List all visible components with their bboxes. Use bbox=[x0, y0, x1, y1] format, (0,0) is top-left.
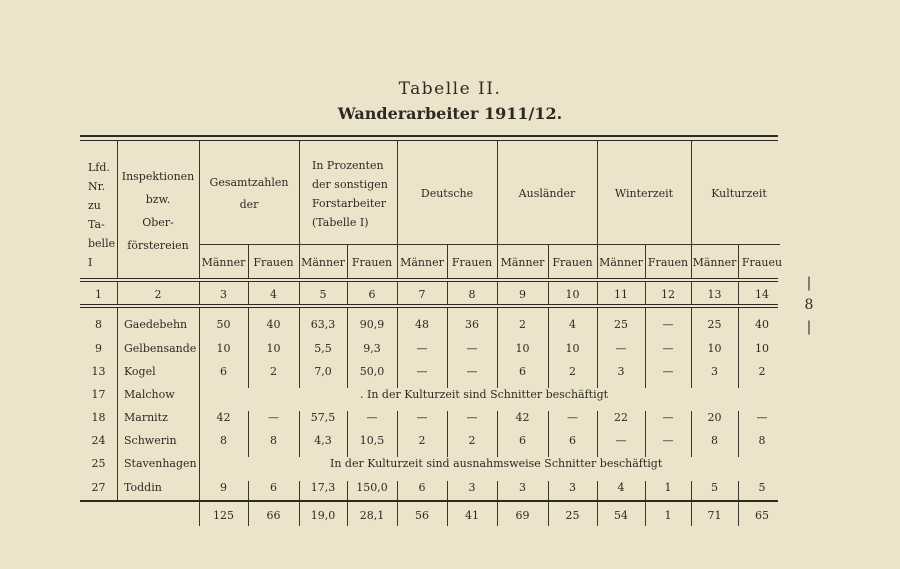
table-cell: 50 bbox=[216, 318, 231, 331]
column-rule bbox=[597, 481, 598, 500]
table-cell: 42 bbox=[216, 411, 231, 424]
table-cell: 57,5 bbox=[310, 411, 336, 424]
column-rule bbox=[299, 282, 300, 304]
table-cell: 3 bbox=[519, 481, 526, 494]
column-rule bbox=[199, 502, 200, 526]
row-name: Toddin bbox=[124, 481, 162, 494]
column-rule bbox=[447, 481, 448, 500]
column-rule bbox=[691, 308, 692, 388]
table-cell: 4 bbox=[569, 318, 576, 331]
column-rule bbox=[597, 411, 598, 457]
total-cell: 54 bbox=[614, 509, 628, 522]
subheader-divider bbox=[200, 244, 780, 245]
table-cell: 150,0 bbox=[356, 481, 388, 494]
table-cell: — bbox=[615, 434, 627, 447]
column-rule bbox=[548, 308, 549, 388]
table-cell: — bbox=[366, 411, 378, 424]
table-cell: 9 bbox=[220, 481, 227, 494]
column-rule bbox=[548, 411, 549, 457]
column-number: 13 bbox=[707, 288, 722, 301]
column-rule bbox=[691, 411, 692, 457]
header-winterzeit: Winterzeit bbox=[614, 187, 674, 200]
table-cell: 10,5 bbox=[359, 434, 385, 447]
column-rule bbox=[497, 308, 498, 388]
column-rule bbox=[548, 502, 549, 526]
column-rule bbox=[199, 141, 200, 278]
total-cell: 19,0 bbox=[310, 509, 336, 522]
column-rule bbox=[447, 411, 448, 457]
column-rule bbox=[548, 282, 549, 304]
column-rule bbox=[645, 502, 646, 526]
table-cell: 42 bbox=[515, 411, 530, 424]
column-rule bbox=[248, 244, 249, 278]
table-cell: 5 bbox=[758, 481, 766, 494]
table-cell: — bbox=[567, 411, 578, 424]
table-cell: 10 bbox=[707, 342, 722, 355]
table-cell: — bbox=[662, 365, 674, 378]
column-rule bbox=[597, 282, 598, 304]
column-rule bbox=[117, 141, 118, 278]
header-lfd-nr: Lfd. Nr. zu Ta- belle I bbox=[88, 161, 116, 269]
table-cell: 3 bbox=[711, 365, 718, 378]
total-cell: 28,1 bbox=[359, 509, 385, 522]
table-cell: 90,9 bbox=[359, 318, 385, 331]
subheader-maenner: Männer bbox=[301, 256, 345, 269]
row-name: Stavenhagen bbox=[124, 457, 197, 470]
table-cell: 2 bbox=[569, 365, 576, 378]
total-cell: 41 bbox=[465, 509, 479, 522]
table-cell: 63,3 bbox=[310, 318, 336, 331]
column-rule bbox=[299, 481, 300, 500]
table-cell: — bbox=[466, 342, 478, 355]
column-rule bbox=[248, 481, 249, 500]
column-rule bbox=[691, 282, 692, 304]
table-cell: 6 bbox=[270, 481, 277, 494]
table-cell: 6 bbox=[220, 365, 227, 378]
total-cell: 25 bbox=[565, 509, 580, 522]
table-subtitle: Wanderarbeiter 1911/12. bbox=[337, 104, 563, 123]
column-rule bbox=[497, 411, 498, 457]
column-rule bbox=[597, 308, 598, 388]
table-cell: 25 bbox=[614, 318, 628, 331]
table-cell: 2 bbox=[468, 434, 476, 447]
table-cell: 6 bbox=[418, 481, 426, 494]
top-rule-thin bbox=[80, 140, 778, 141]
column-rule bbox=[738, 502, 739, 526]
table-cell: — bbox=[756, 411, 768, 424]
column-rule bbox=[397, 411, 398, 457]
column-rule bbox=[497, 141, 498, 278]
row-name: Kogel bbox=[124, 365, 156, 378]
row-name: Gelbensande bbox=[124, 342, 197, 355]
row-number: 9 bbox=[95, 342, 102, 355]
column-rule bbox=[248, 411, 249, 457]
table-cell: — bbox=[416, 411, 428, 424]
table-cell: — bbox=[615, 342, 627, 355]
table-cell: — bbox=[662, 411, 674, 424]
colnum-rule-2 bbox=[80, 307, 778, 308]
table-cell: 3 bbox=[569, 481, 576, 494]
column-rule bbox=[447, 308, 448, 388]
table-cell: 8 bbox=[711, 434, 718, 447]
row-number: 13 bbox=[91, 365, 106, 378]
row-number: 8 bbox=[95, 318, 102, 331]
table-cell: — bbox=[662, 318, 674, 331]
total-cell: 66 bbox=[266, 509, 281, 522]
column-number: 10 bbox=[565, 288, 580, 301]
column-rule bbox=[347, 481, 348, 500]
subheader-frauen: Frauen bbox=[253, 256, 294, 269]
table-cell: 7,0 bbox=[314, 365, 332, 378]
column-rule bbox=[497, 481, 498, 500]
totals-rule bbox=[80, 500, 778, 502]
column-number: 14 bbox=[755, 288, 769, 301]
column-number: 2 bbox=[154, 288, 162, 301]
table-cell: — bbox=[268, 411, 279, 424]
column-rule bbox=[645, 411, 646, 457]
column-rule bbox=[738, 411, 739, 457]
table-cell: 36 bbox=[465, 318, 479, 331]
column-rule bbox=[199, 308, 200, 500]
column-rule bbox=[299, 502, 300, 526]
subheader-frauen: Frauen bbox=[647, 256, 689, 269]
table-cell: 6 bbox=[519, 365, 526, 378]
top-rule-thick bbox=[80, 135, 778, 137]
table-cell: 10 bbox=[755, 342, 769, 355]
column-rule bbox=[691, 141, 692, 278]
column-number: 6 bbox=[368, 288, 376, 301]
column-number: 8 bbox=[468, 288, 476, 301]
column-rule bbox=[397, 282, 398, 304]
column-number: 7 bbox=[418, 288, 426, 301]
row-number: 24 bbox=[91, 434, 106, 447]
row-name: Gaedebehn bbox=[124, 318, 188, 331]
column-rule bbox=[347, 308, 348, 388]
table-cell: 8 bbox=[220, 434, 227, 447]
header-prozenten: In Prozenten der sonstigen Forstarbeiter (Tabelle I) bbox=[312, 159, 388, 229]
colnum-rule-1 bbox=[80, 304, 778, 305]
column-rule bbox=[397, 308, 398, 388]
table-cell: 22 bbox=[614, 411, 628, 424]
table-cell: 1 bbox=[664, 481, 672, 494]
column-rule bbox=[691, 481, 692, 500]
column-rule bbox=[299, 141, 300, 278]
table-cell: 40 bbox=[755, 318, 769, 331]
subheader-maenner: Männer bbox=[500, 256, 545, 269]
table-cell: 2 bbox=[418, 434, 426, 447]
column-rule bbox=[645, 244, 646, 278]
column-rule bbox=[738, 481, 739, 500]
column-rule bbox=[248, 502, 249, 526]
row-name: Schwerin bbox=[124, 434, 177, 447]
column-rule bbox=[497, 502, 498, 526]
header-deutsche: Deutsche bbox=[420, 187, 474, 200]
total-cell: 125 bbox=[213, 509, 234, 522]
column-rule bbox=[738, 282, 739, 304]
subheader-rule-2 bbox=[80, 281, 778, 282]
column-number: 9 bbox=[519, 288, 526, 301]
table-cell: 6 bbox=[519, 434, 526, 447]
column-rule bbox=[597, 141, 598, 278]
table-cell: 8 bbox=[270, 434, 277, 447]
column-rule bbox=[299, 411, 300, 457]
table-cell: 40 bbox=[266, 318, 281, 331]
table-cell: 25 bbox=[707, 318, 722, 331]
table-cell: 48 bbox=[415, 318, 429, 331]
column-rule bbox=[645, 282, 646, 304]
row-name: Marnitz bbox=[124, 411, 168, 424]
row-number: 25 bbox=[91, 457, 106, 470]
table-cell: 50,0 bbox=[359, 365, 385, 378]
column-rule bbox=[347, 502, 348, 526]
table-cell: 4,3 bbox=[314, 434, 332, 447]
column-rule bbox=[447, 502, 448, 526]
table-cell: 3 bbox=[617, 365, 625, 378]
column-rule bbox=[199, 282, 200, 304]
table-cell: 2 bbox=[270, 365, 277, 378]
subheader-rule-1 bbox=[80, 278, 778, 279]
table-cell: — bbox=[466, 365, 478, 378]
table-cell: — bbox=[416, 365, 428, 378]
table-cell: 17,3 bbox=[310, 481, 336, 494]
subheader-frauen: Fraueu bbox=[741, 256, 783, 269]
table-cell: 6 bbox=[569, 434, 576, 447]
column-rule bbox=[397, 502, 398, 526]
table-cell: 10 bbox=[515, 342, 530, 355]
column-number: 5 bbox=[319, 288, 327, 301]
row-number: 18 bbox=[91, 411, 106, 424]
total-cell: 69 bbox=[515, 509, 530, 522]
row-number: 27 bbox=[91, 481, 106, 494]
column-rule bbox=[447, 282, 448, 304]
table-cell: 20 bbox=[707, 411, 722, 424]
subheader-maenner: Männer bbox=[400, 256, 444, 269]
subheader-frauen: Frauen bbox=[451, 256, 493, 269]
table-cell: — bbox=[662, 342, 674, 355]
column-rule bbox=[597, 502, 598, 526]
column-rule bbox=[397, 481, 398, 500]
row-name: Malchow bbox=[124, 388, 175, 401]
table-cell: 9,3 bbox=[363, 342, 381, 355]
column-rule bbox=[248, 308, 249, 388]
column-number: 11 bbox=[614, 288, 628, 301]
subheader-frauen: Frauen bbox=[552, 256, 593, 269]
column-rule bbox=[447, 244, 448, 278]
column-rule bbox=[645, 481, 646, 500]
header-gesamtzahlen: Gesamtzahlen der bbox=[209, 176, 289, 211]
header-kulturzeit: Kulturzeit bbox=[711, 187, 767, 200]
table-cell: — bbox=[416, 342, 428, 355]
column-rule bbox=[347, 244, 348, 278]
table-cell: 3 bbox=[468, 481, 476, 494]
column-rule bbox=[691, 502, 692, 526]
column-rule bbox=[548, 481, 549, 500]
total-cell: 65 bbox=[755, 509, 769, 522]
table-cell: 10 bbox=[266, 342, 281, 355]
column-number: 12 bbox=[661, 288, 675, 301]
column-number: 3 bbox=[220, 288, 227, 301]
table-cell: 2 bbox=[758, 365, 766, 378]
table-cell: 2 bbox=[519, 318, 526, 331]
page-side-marker: | 8 | bbox=[804, 275, 814, 335]
row-span-note: . In der Kulturzeit sind Schnitter beschäftigt bbox=[360, 388, 609, 401]
total-cell: 1 bbox=[664, 509, 672, 522]
column-rule bbox=[497, 282, 498, 304]
row-number: 17 bbox=[91, 388, 106, 401]
column-rule bbox=[347, 282, 348, 304]
table-cell: 10 bbox=[216, 342, 231, 355]
header-auslaender: Ausländer bbox=[518, 187, 576, 200]
subheader-maenner: Männer bbox=[599, 256, 643, 269]
table-cell: — bbox=[662, 434, 674, 447]
column-number: 1 bbox=[95, 288, 102, 301]
table-cell: 4 bbox=[617, 481, 625, 494]
column-rule bbox=[347, 411, 348, 457]
header-inspektionen: Inspektionen bzw. Ober- förstereien bbox=[121, 170, 195, 252]
table-cell: 10 bbox=[565, 342, 580, 355]
column-rule bbox=[117, 308, 118, 500]
subheader-maenner: Männer bbox=[201, 256, 246, 269]
subheader-maenner: Männer bbox=[692, 256, 737, 269]
column-rule bbox=[548, 244, 549, 278]
row-span-note: In der Kulturzeit sind ausnahmsweise Schnitter beschäftigt bbox=[330, 457, 663, 470]
table-cell: 8 bbox=[758, 434, 766, 447]
table-cell: 5,5 bbox=[314, 342, 332, 355]
column-number: 4 bbox=[270, 288, 277, 301]
total-cell: 56 bbox=[415, 509, 429, 522]
total-cell: 71 bbox=[707, 509, 722, 522]
column-rule bbox=[738, 244, 739, 278]
table-cell: — bbox=[466, 411, 478, 424]
table-cell: 5 bbox=[711, 481, 718, 494]
column-rule bbox=[645, 308, 646, 388]
subheader-frauen: Frauen bbox=[351, 256, 393, 269]
table-title: Tabelle II. bbox=[398, 79, 502, 99]
column-rule bbox=[299, 308, 300, 388]
column-rule bbox=[397, 141, 398, 278]
column-rule bbox=[248, 282, 249, 304]
column-rule bbox=[738, 308, 739, 388]
column-rule bbox=[117, 282, 118, 304]
